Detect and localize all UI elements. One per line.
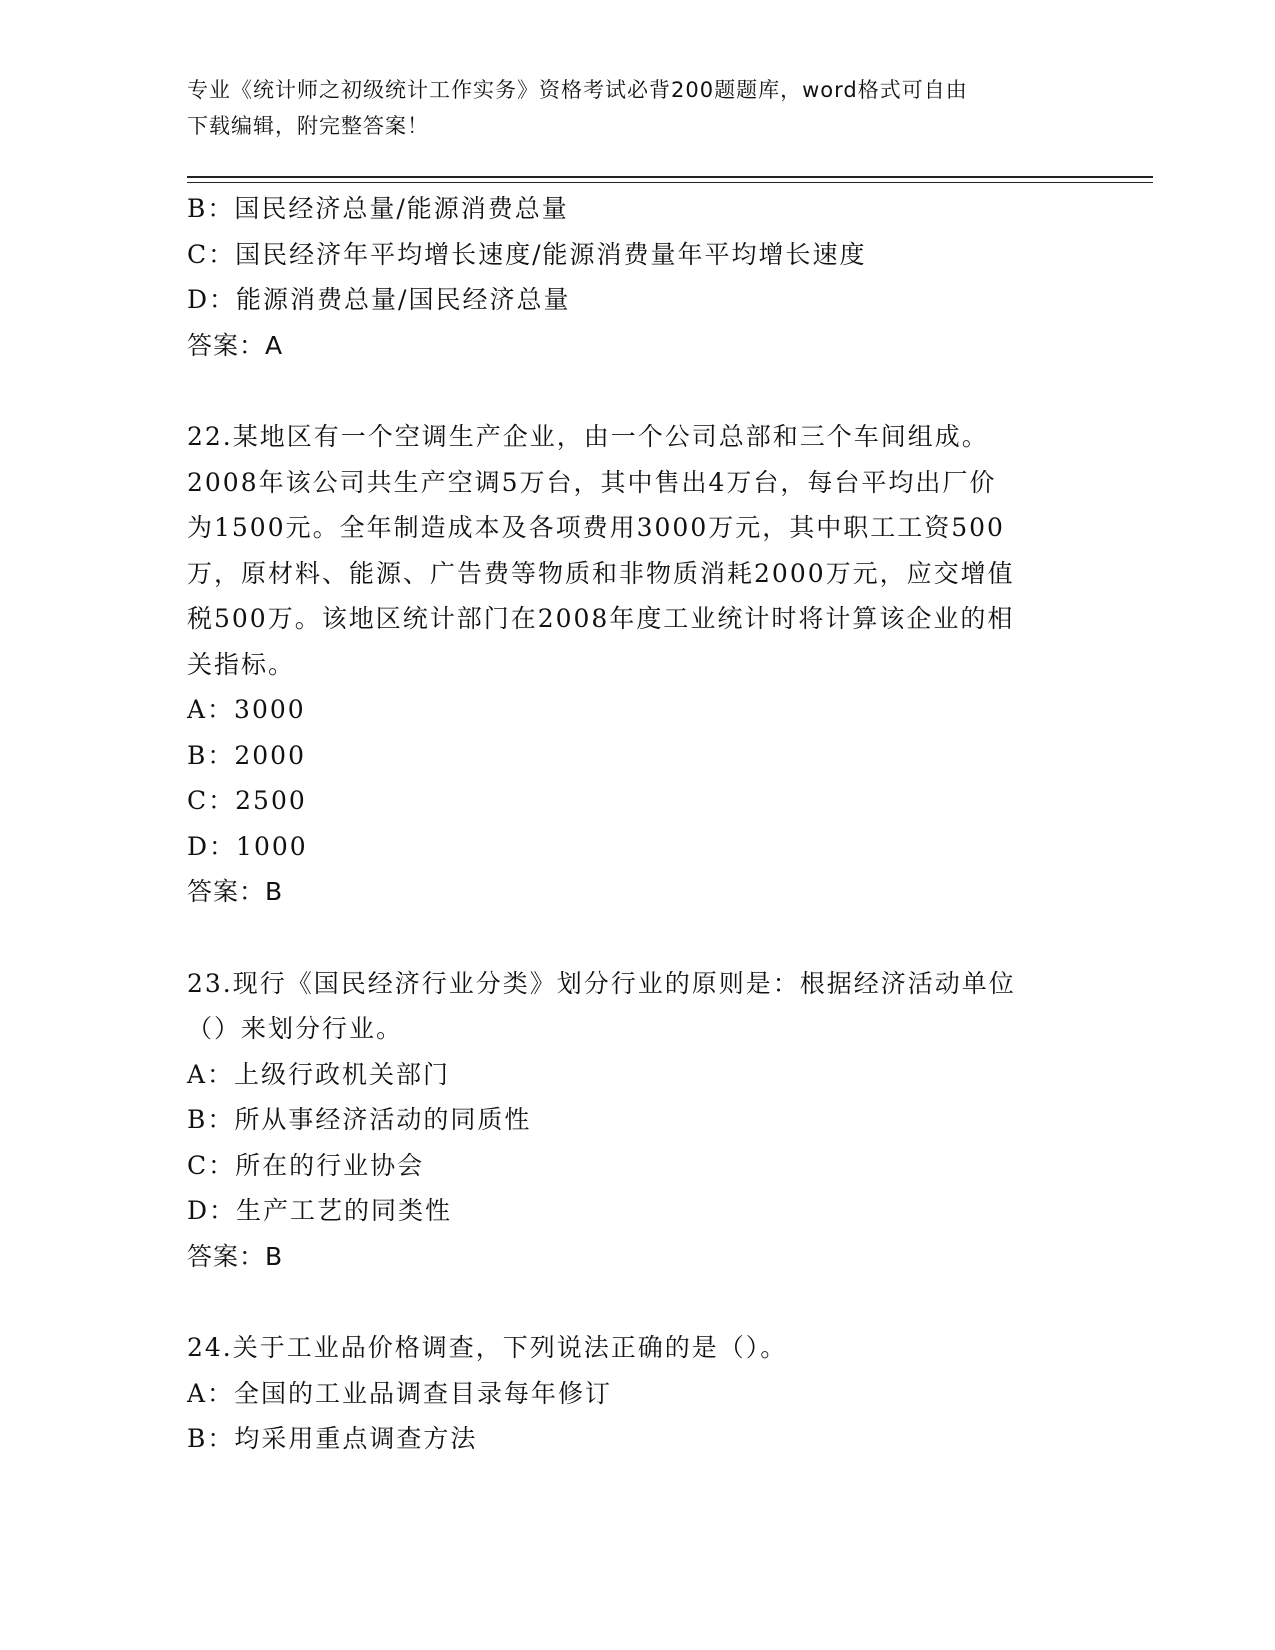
q22-stem-line: 2008年该公司共生产空调5万台，其中售出4万台，每台平均出厂价	[187, 467, 997, 497]
document-header	[187, 72, 1067, 144]
q23-option-d: D：生产工艺的同类性	[187, 1196, 453, 1225]
q24-option-a: A：全国的工业品调查目录每年修订	[187, 1378, 613, 1408]
question-content	[187, 186, 1087, 1462]
q22-stem-line: 关指标。	[187, 649, 296, 679]
q22-answer: 答案：B	[187, 877, 284, 906]
spacer	[187, 368, 1087, 414]
header-rule-thin	[187, 182, 1153, 183]
header-rule-thick	[187, 176, 1153, 178]
q23-stem-line: 23.现行《国民经济行业分类》划分行业的原则是：根据经济活动单位	[187, 968, 1016, 998]
q23-answer: 答案：B	[187, 1241, 284, 1271]
q21-option-b: B：国民经济总量/能源消费总量	[187, 194, 569, 223]
q22-option-a: A：3000	[187, 695, 306, 724]
q22-option-c: C：2500	[187, 786, 307, 815]
q22-stem-line: 为1500元。全年制造成本及各项费用3000万元，其中职工工资500	[187, 513, 1005, 542]
q22-stem-line: 22.某地区有一个空调生产企业，由一个公司总部和三个车间组成。	[187, 422, 989, 451]
q23-stem-line: （）来划分行业。	[187, 1014, 404, 1043]
q21-answer: 答案：A	[187, 330, 284, 360]
q22-stem-line: 万，原材料、能源、广告费等物质和非物质消耗2000万元，应交增值	[187, 558, 1015, 588]
header-line-1: 专业《统计师之初级统计工作实务》资格考试必背200题题库，word格式可自由	[187, 78, 968, 102]
q22-option-d: D：1000	[187, 831, 308, 861]
q22-option-b: B：2000	[187, 740, 306, 770]
question-22	[187, 414, 1087, 915]
q21-option-d: D：能源消费总量/国民经济总量	[187, 285, 571, 314]
question-21	[187, 186, 1087, 368]
q21-option-c: C：国民经济年平均增长速度/能源消费量年平均增长速度	[187, 239, 867, 269]
q23-option-b: B：所从事经济活动的同质性	[187, 1105, 532, 1134]
spacer	[187, 915, 1087, 961]
q22-stem-line: 税500万。该地区统计部门在2008年度工业统计时将计算该企业的相	[187, 604, 1015, 633]
header-line-2: 下载编辑，附完整答案！	[187, 114, 429, 138]
q23-option-a: A：上级行政机关部门	[187, 1059, 451, 1089]
q24-option-b: B：均采用重点调查方法	[187, 1424, 478, 1453]
question-23	[187, 961, 1087, 1280]
q23-option-c: C：所在的行业协会	[187, 1150, 425, 1180]
q24-stem-line: 24.关于工业品价格调查，下列说法正确的是（）。	[187, 1333, 788, 1362]
question-24	[187, 1325, 1087, 1462]
spacer	[187, 1279, 1087, 1325]
